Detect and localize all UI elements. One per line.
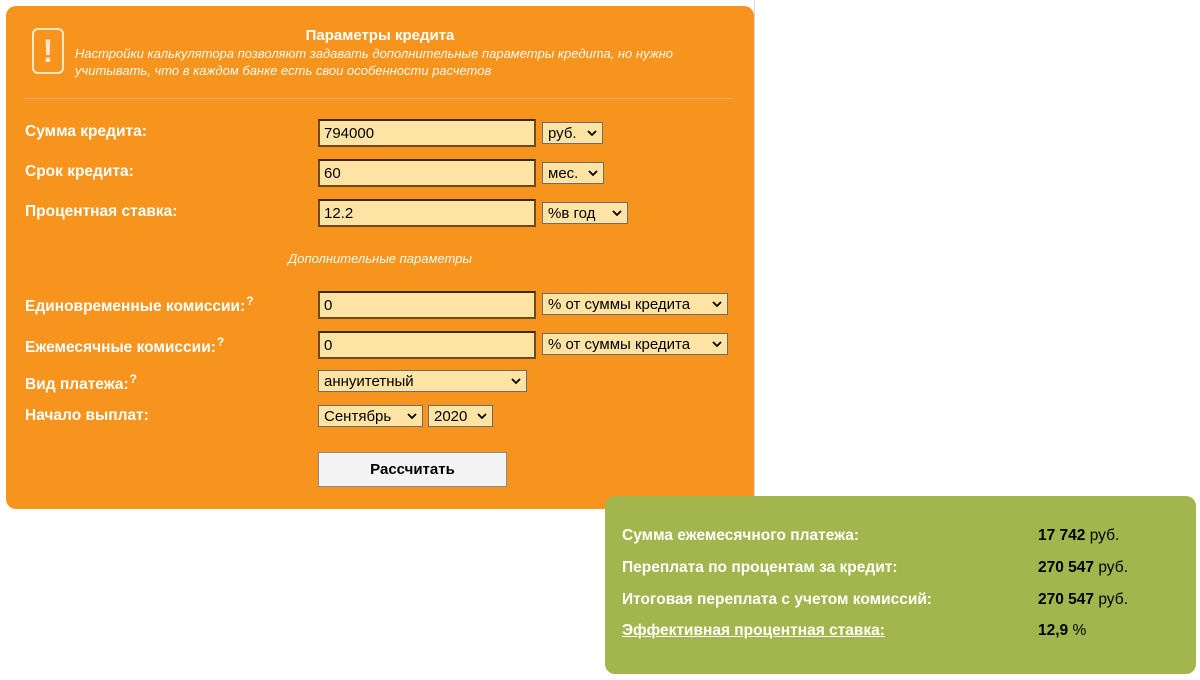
interest-overpay-label: Переплата по процентам за кредит: [622, 559, 898, 576]
term-unit-value: мес. [548, 164, 579, 182]
monthly-fee-unit-value: % от суммы кредита [548, 335, 691, 353]
rate-unit-value: %в год [548, 204, 596, 222]
calculate-button[interactable]: Рассчитать [318, 452, 507, 487]
credit-parameters-panel [6, 6, 754, 509]
payment-type-label-text: Вид платежа: [25, 376, 129, 394]
monthly-fee-hint[interactable]: ? [216, 335, 225, 349]
interest-overpay-amount: 270 547 [1038, 559, 1095, 576]
monthly-fee-unit-select[interactable] [542, 333, 728, 355]
monthly-payment-unit: руб. [1089, 527, 1120, 544]
total-overpay-amount: 270 547 [1038, 591, 1095, 608]
monthly-fee-label [25, 335, 224, 357]
effective-rate-link[interactable]: Эффективная процентная ставка: [622, 622, 885, 639]
extra-parameters-title: Дополнительные параметры [288, 251, 472, 266]
one-time-fee-label [25, 294, 254, 316]
total-overpay-value [1038, 591, 1128, 609]
one-time-fee-input[interactable] [318, 291, 536, 319]
interest-overpay-value [1038, 559, 1128, 577]
panel-title: Параметры кредита [305, 27, 455, 44]
monthly-fee-label-text: Ежемесячные комиссии: [25, 339, 216, 357]
start-month-value: Сентябрь [324, 407, 392, 425]
rate-input[interactable] [318, 199, 536, 227]
start-year-value: 2020 [434, 407, 468, 425]
amount-unit-select[interactable] [542, 122, 603, 144]
one-time-fee-label-text: Единовременные комиссии: [25, 298, 246, 316]
monthly-fee-input[interactable] [318, 331, 536, 359]
total-overpay-unit: руб. [1098, 591, 1128, 608]
monthly-payment-label: Сумма ежемесячного платежа: [622, 527, 860, 544]
start-label: Начало выплат: [25, 407, 149, 424]
start-month-select[interactable] [318, 405, 423, 427]
chevron-down-icon [711, 337, 723, 351]
chevron-down-icon [611, 206, 623, 220]
monthly-payment-value [1038, 527, 1119, 545]
one-time-fee-unit-value: % от суммы кредита [548, 295, 691, 313]
one-time-fee-hint[interactable]: ? [246, 294, 254, 308]
start-year-select[interactable] [428, 405, 493, 427]
monthly-payment-amount: 17 742 [1038, 527, 1086, 544]
rate-unit-select[interactable] [542, 202, 628, 224]
rate-label: Процентная ставка: [25, 203, 178, 220]
chevron-down-icon [711, 297, 723, 311]
term-input[interactable] [318, 159, 536, 187]
effective-rate-value [1038, 622, 1086, 640]
chevron-down-icon [587, 166, 599, 180]
results-panel [605, 496, 1196, 674]
chevron-down-icon [586, 126, 598, 140]
payment-type-select[interactable] [318, 370, 527, 392]
amount-unit-value: руб. [548, 124, 577, 142]
interest-overpay-unit: руб. [1098, 559, 1128, 576]
amount-label: Сумма кредита: [25, 123, 147, 140]
payment-type-value: аннуитетный [324, 372, 414, 390]
chevron-down-icon [510, 374, 522, 388]
exclamation-icon: ! [32, 28, 64, 74]
term-unit-select[interactable] [542, 162, 604, 184]
chevron-down-icon [406, 409, 418, 423]
effective-rate-amount: 12,9 [1038, 622, 1069, 639]
effective-rate-unit: % [1072, 622, 1087, 639]
panel-description: Настройки калькулятора позволяют задавать дополнительные параметры кредита, но нужно учитывать, что в каждом банке есть свои особенности расчетов [75, 46, 674, 78]
chevron-down-icon [476, 409, 488, 423]
total-overpay-label: Итоговая переплата с учетом комиссий: [622, 591, 933, 608]
panel-divider [24, 98, 733, 99]
amount-input[interactable] [318, 119, 536, 147]
payment-type-hint[interactable]: ? [129, 372, 138, 386]
payment-type-label [25, 372, 137, 394]
one-time-fee-unit-select[interactable] [542, 293, 728, 315]
term-label: Срок кредита: [25, 163, 134, 180]
frame-border-line [754, 0, 755, 500]
